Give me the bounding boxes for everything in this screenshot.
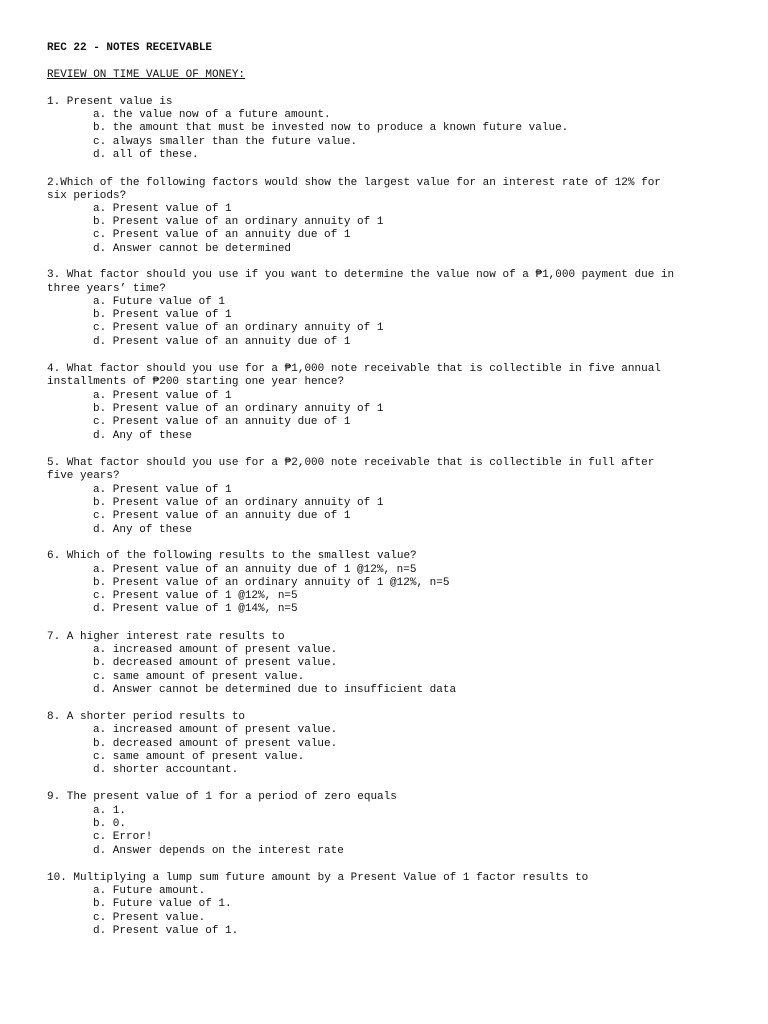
question-8-option-c: c. same amount of present value. [93, 751, 305, 763]
question-1-option-c: c. always smaller than the future value. [93, 136, 358, 148]
question-2-option-b: b. Present value of an ordinary annuity of 1 [93, 216, 384, 228]
question-1-option-d: d. all of these. [93, 149, 199, 161]
question-2-option-a: a. Present value of 1 [93, 203, 232, 215]
question-5-option-a: a. Present value of 1 [93, 484, 232, 496]
question-3-option-a: a. Future value of 1 [93, 296, 226, 308]
question-7-option-a: a. increased amount of present value. [93, 644, 338, 656]
question-8-stem: 8. A shorter period results to [47, 711, 246, 723]
question-6-option-d: d. Present value of 1 @14%, n=5 [93, 603, 298, 615]
question-10-stem: 10. Multiplying a lump sum future amount by a Present Value of 1 factor results to [47, 872, 589, 884]
question-3-option-d: d. Present value of an annuity due of 1 [93, 336, 351, 348]
question-2-option-c: c. Present value of an annuity due of 1 [93, 229, 351, 241]
question-4-stem-line-1: 4. What factor should you use for a ₱1,000 note receivable that is collectible in five annual [47, 363, 661, 375]
question-10-option-b: b. Future value of 1. [93, 898, 232, 910]
question-9-option-c: c. Error! [93, 831, 153, 843]
question-4-option-c: c. Present value of an annuity due of 1 [93, 416, 351, 428]
section-heading: REVIEW ON TIME VALUE OF MONEY: [47, 69, 246, 81]
question-10-option-a: a. Future amount. [93, 885, 206, 897]
question-5-stem-line-1: 5. What factor should you use for a ₱2,000 note receivable that is collectible in full after [47, 457, 655, 469]
question-2-option-d: d. Answer cannot be determined [93, 243, 292, 255]
question-6-stem: 6. Which of the following results to the smallest value? [47, 550, 417, 562]
question-6-option-b: b. Present value of an ordinary annuity of 1 @12%, n=5 [93, 577, 450, 589]
question-6-option-c: c. Present value of 1 @12%, n=5 [93, 590, 298, 602]
question-8-option-a: a. increased amount of present value. [93, 724, 338, 736]
question-7-option-c: c. same amount of present value. [93, 671, 305, 683]
document-title: REC 22 - NOTES RECEIVABLE [47, 42, 213, 54]
question-3-stem-line-2: three years’ time? [47, 283, 166, 295]
question-6-option-a: a. Present value of an annuity due of 1 @12%, n=5 [93, 564, 417, 576]
question-9-option-d: d. Answer depends on the interest rate [93, 845, 344, 857]
question-4-option-b: b. Present value of an ordinary annuity of 1 [93, 403, 384, 415]
question-8-option-b: b. decreased amount of present value. [93, 738, 338, 750]
question-4-stem-line-2: installments of ₱200 starting one year hence? [47, 376, 345, 388]
question-9-option-b: b. 0. [93, 818, 127, 830]
question-1-option-a: a. the value now of a future amount. [93, 109, 331, 121]
question-7-stem: 7. A higher interest rate results to [47, 631, 285, 643]
question-5-option-b: b. Present value of an ordinary annuity of 1 [93, 497, 384, 509]
question-5-option-d: d. Any of these [93, 524, 193, 536]
question-7-option-b: b. decreased amount of present value. [93, 657, 338, 669]
question-5-option-c: c. Present value of an annuity due of 1 [93, 510, 351, 522]
question-5-stem-line-2: five years? [47, 470, 120, 482]
question-3-option-c: c. Present value of an ordinary annuity of 1 [93, 322, 384, 334]
question-1-stem: 1. Present value is [47, 96, 173, 108]
question-2-stem-line-1: 2.Which of the following factors would show the largest value for an interest rate of 12% for [47, 177, 661, 189]
question-8-option-d: d. shorter accountant. [93, 764, 239, 776]
question-10-option-d: d. Present value of 1. [93, 925, 239, 937]
question-3-option-b: b. Present value of 1 [93, 309, 232, 321]
question-2-stem-line-2: six periods? [47, 190, 127, 202]
question-9-option-a: a. 1. [93, 805, 127, 817]
question-7-option-d: d. Answer cannot be determined due to insufficient data [93, 684, 457, 696]
question-1-option-b: b. the amount that must be invested now to produce a known future value. [93, 122, 569, 134]
question-4-option-a: a. Present value of 1 [93, 390, 232, 402]
question-9-stem: 9. The present value of 1 for a period of zero equals [47, 791, 397, 803]
question-4-option-d: d. Any of these [93, 430, 193, 442]
question-3-stem-line-1: 3. What factor should you use if you want to determine the value now of a ₱1,000 payment due in [47, 269, 675, 281]
question-10-option-c: c. Present value. [93, 912, 206, 924]
